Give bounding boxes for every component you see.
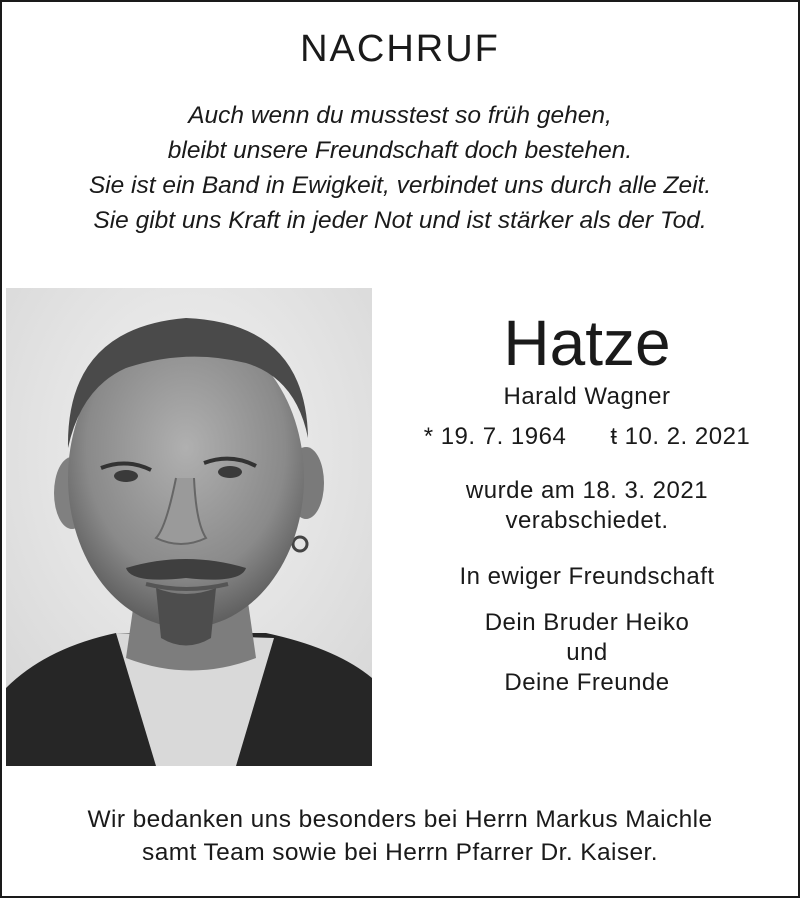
poem-line: Sie ist ein Band in Ewigkeit, verbindet uns durch alle Zeit. [88,172,712,199]
poem-line: Sie gibt uns Kraft in jeder Not und ist stärker als der Tod. [93,207,707,234]
farewell-line: wurde am 18. 3. 2021 [465,477,709,504]
signer-line: Dein Bruder Heiko [484,609,690,636]
poem-line: Auch wenn du musstest so früh gehen, [188,102,612,129]
thanks-note [2,803,798,869]
deceased-nickname: Hatze [503,307,671,379]
death-date: ŧ 10. 2. 2021 [610,423,751,450]
notice-heading: NACHRUF [300,28,500,70]
signer-line: Deine Freunde [504,669,670,696]
deceased-full-name: Harald Wagner [503,383,671,410]
birth-date: * 19. 7. 1964 [423,423,567,450]
portrait-photo [6,288,372,766]
thanks-line: samt Team sowie bei Herrn Pfarrer Dr. Kaiser. [142,839,658,866]
eternal-friendship: In ewiger Freundschaft [459,563,715,590]
farewell-line: verabschiedet. [505,507,669,534]
signer-line: und [566,639,608,666]
thanks-line: Wir bedanken uns besonders bei Herrn Markus Maichle [87,806,713,833]
farewell-note [384,476,790,536]
portrait-illustration [6,288,372,766]
life-dates [384,422,790,452]
memorial-poem [2,98,798,238]
signers [384,608,790,698]
poem-line: bleibt unsere Freundschaft doch bestehen. [167,137,633,164]
deceased-info [384,304,790,698]
